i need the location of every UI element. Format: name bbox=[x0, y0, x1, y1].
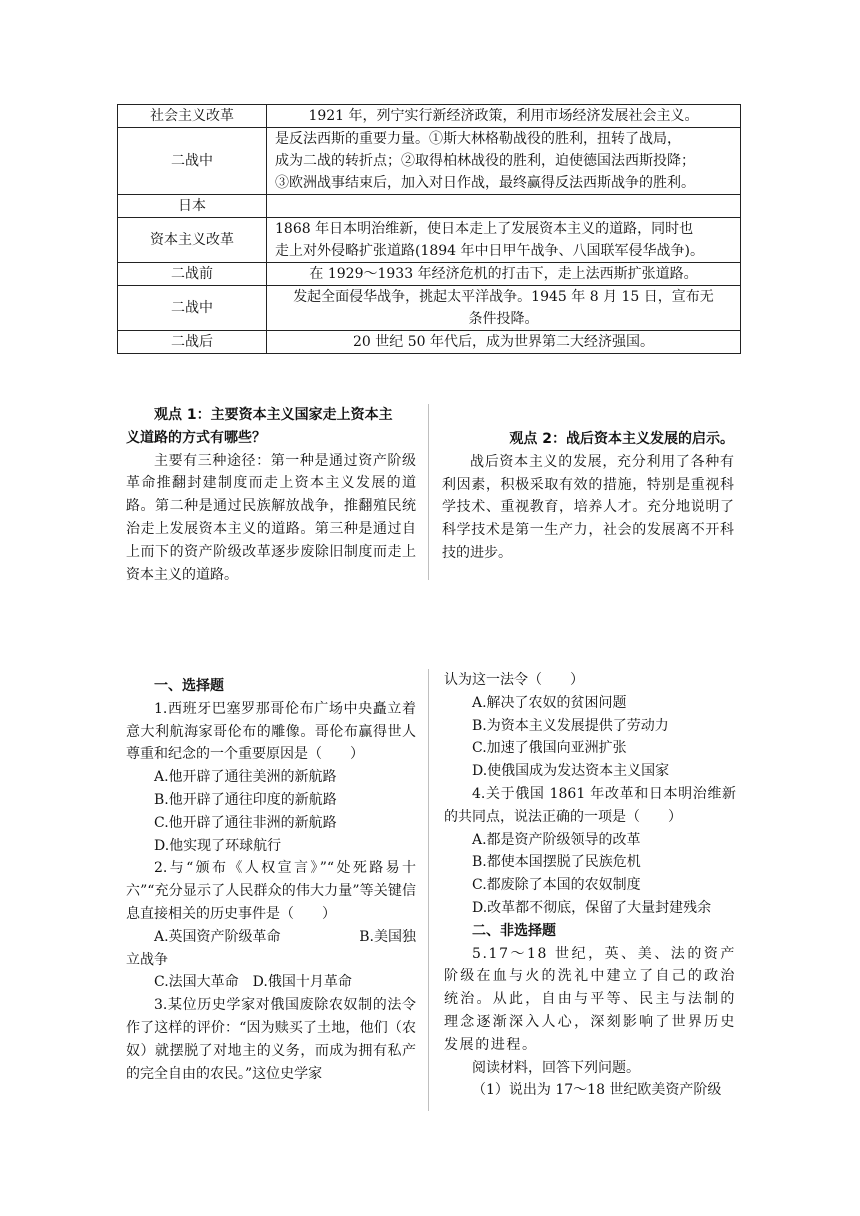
table-cell-line: 1921 年，列宁实行新经济政策，利用市场经济发展社会主义。 bbox=[308, 108, 699, 124]
table-row bbox=[118, 218, 741, 263]
question-3-stem: 3.某位历史学家对俄国废除农奴制的法令作了这样的评价：“因为赎买了土地，他们（农奴）就摆脱了对地主的义务，而成为拥有私产的完全自由的农民。”这位史学家 bbox=[126, 997, 416, 1082]
summary-table-body bbox=[118, 105, 741, 354]
question-1-stem: 1.西班牙巴塞罗那哥伦布广场中央矗立着意大利航海家哥伦布的雕像。哥伦布赢得世人尊重和纪念的一个重要原因是（ ） bbox=[126, 700, 416, 763]
table-row-label: 二战中 bbox=[118, 128, 267, 195]
table-row bbox=[118, 128, 741, 195]
question-3-option-b: B.为资本主义发展提供了劳动力 bbox=[472, 717, 669, 734]
table-row-content bbox=[267, 195, 741, 218]
upper-column-divider bbox=[428, 404, 429, 580]
question-4-stem: 4.关于俄国 1861 年改革和日本明治维新的共同点，说法正确的一项是（ ） bbox=[444, 785, 736, 825]
question-3-option-c: C.加速了俄国向亚洲扩张 bbox=[472, 740, 627, 757]
exercise-left-column bbox=[126, 675, 416, 1085]
question-4-option-d: D.改革都不彻底，保留了大量封建残余 bbox=[472, 899, 712, 916]
table-row-label: 社会主义改革 bbox=[118, 105, 267, 128]
table-cell-line bbox=[275, 195, 732, 217]
table-row bbox=[118, 331, 741, 354]
table-cell-line: 20 世纪 50 年代后，成为世界第二大经济强国。 bbox=[353, 334, 654, 350]
section-1-heading: 一、选择题 bbox=[154, 678, 224, 694]
question-2-options-ab bbox=[126, 926, 416, 949]
viewpoint-2 bbox=[442, 428, 734, 565]
table-row-content bbox=[267, 105, 741, 128]
viewpoint-1-title-cont: 义道路的方式有哪些？ bbox=[126, 429, 266, 446]
question-2-option-a: A.英国资产阶级革命 bbox=[154, 928, 281, 945]
table-row-label: 二战后 bbox=[118, 331, 267, 354]
table-row-label: 日本 bbox=[118, 195, 267, 218]
question-4-option-c: C.都废除了本国的农奴制度 bbox=[472, 877, 641, 894]
table-row-label: 二战中 bbox=[118, 286, 267, 331]
table-cell-line: 条件投降。 bbox=[468, 311, 539, 327]
table-cell-line: 成为二战的转折点；②取得柏林战役的胜利，迫使德国法西斯投降； bbox=[275, 153, 695, 169]
table-cell-line: 在 1929～1933 年经济危机的打击下，走上法西斯扩张道路。 bbox=[309, 266, 698, 282]
table-row bbox=[118, 286, 741, 331]
exercise-right-column bbox=[444, 669, 736, 1102]
table-cell-line: ③欧洲战事结束后，加入对日作战，最终赢得反法西斯战争的胜利。 bbox=[275, 175, 695, 191]
question-5-instruction: 阅读材料，回答下列问题。 bbox=[472, 1059, 640, 1076]
question-1-option-c: C.他开辟了通往非洲的新航路 bbox=[154, 814, 337, 831]
question-5-stem: 5.17～18 世纪，英、美、法的资产阶级在血与火的洗礼中建立了自己的政治统治。从此，自由与平等、民主与法制的理念逐渐深入人心，深刻影响了世界历史发展的进程。 bbox=[444, 945, 736, 1053]
table-cell-line: 走上对外侵略扩张道路(1894 年中日甲午战争、八国联军侵华战争)。 bbox=[275, 243, 705, 259]
question-1-option-d: D.他实现了环球航行 bbox=[154, 837, 282, 854]
table-row-content bbox=[267, 263, 741, 286]
table-cell-line: 发起全面侵华战争，挑起太平洋战争。1945 年 8 月 15 日，宣布无 bbox=[293, 289, 714, 305]
table-row-content bbox=[267, 286, 741, 331]
summary-table bbox=[117, 104, 741, 354]
question-4-option-a: A.都是资产阶级领导的改革 bbox=[472, 831, 641, 848]
table-row bbox=[118, 105, 741, 128]
viewpoint-1-body: 主要有三种途径：第一种是通过资产阶级革命推翻封建制度而走上资本主义发展的道路。第二种是通过民族解放战争，推翻殖民统治走上发展资本主义的道路。第三种是通过自上而下的资产阶级改革逐步废除旧制度而走上资本主义的道路。 bbox=[126, 452, 416, 583]
section-2-heading: 二、非选择题 bbox=[472, 922, 556, 939]
table-row bbox=[118, 195, 741, 218]
question-2-option-b-cont: 立战争 bbox=[126, 951, 168, 968]
viewpoint-1 bbox=[126, 404, 416, 586]
question-3-option-a: A.解决了农奴的贫困问题 bbox=[472, 694, 627, 711]
viewpoint-2-title: 观点 2：战后资本主义发展的启示。 bbox=[509, 431, 734, 447]
question-4-option-b: B.都使本国摆脱了民族危机 bbox=[472, 854, 641, 871]
viewpoint-2-body: 战后资本主义的发展，充分利用了各种有利因素，积极采取有效的措施，特别是重视科学技术、重视教育，培养人才。充分地说明了科学技术是第一生产力，社会的发展离不开科技的进步。 bbox=[442, 453, 734, 561]
table-row-content bbox=[267, 218, 741, 263]
question-2-stem: 2.与“颁布《人权宣言》”“处死路易十六”“充分显示了人民群众的伟大力量”等关键信息直接相关的历史事件是（ ） bbox=[126, 860, 416, 922]
question-2-options-cd: C.法国大革命 D.俄国十月革命 bbox=[154, 974, 352, 991]
question-3-option-d: D.使俄国成为发达资本主义国家 bbox=[472, 763, 670, 780]
question-1-option-b: B.他开辟了通往印度的新航路 bbox=[154, 791, 337, 808]
table-row-content bbox=[267, 128, 741, 195]
table-row-label: 资本主义改革 bbox=[118, 218, 267, 263]
table-row-content bbox=[267, 331, 741, 354]
viewpoint-1-title: 观点 1：主要资本主义国家走上资本主 bbox=[154, 407, 393, 423]
table-cell-line: 是反法西斯的重要力量。①斯大林格勒战役的胜利，扭转了战局， bbox=[275, 131, 681, 147]
table-row-label: 二战前 bbox=[118, 263, 267, 286]
question-5-sub-1: （1）说出为 17～18 世纪欧美资产阶级 bbox=[472, 1082, 722, 1099]
question-2-option-b: B.美国独 bbox=[359, 928, 416, 945]
question-3-stem-cont: 认为这一法令（ ） bbox=[444, 672, 584, 688]
question-1-option-a: A.他开辟了通往美洲的新航路 bbox=[154, 769, 337, 786]
lower-column-divider bbox=[428, 669, 429, 1111]
table-cell-line: 1868 年日本明治维新，使日本走上了发展资本主义的道路，同时也 bbox=[275, 221, 694, 237]
table-row bbox=[118, 263, 741, 286]
